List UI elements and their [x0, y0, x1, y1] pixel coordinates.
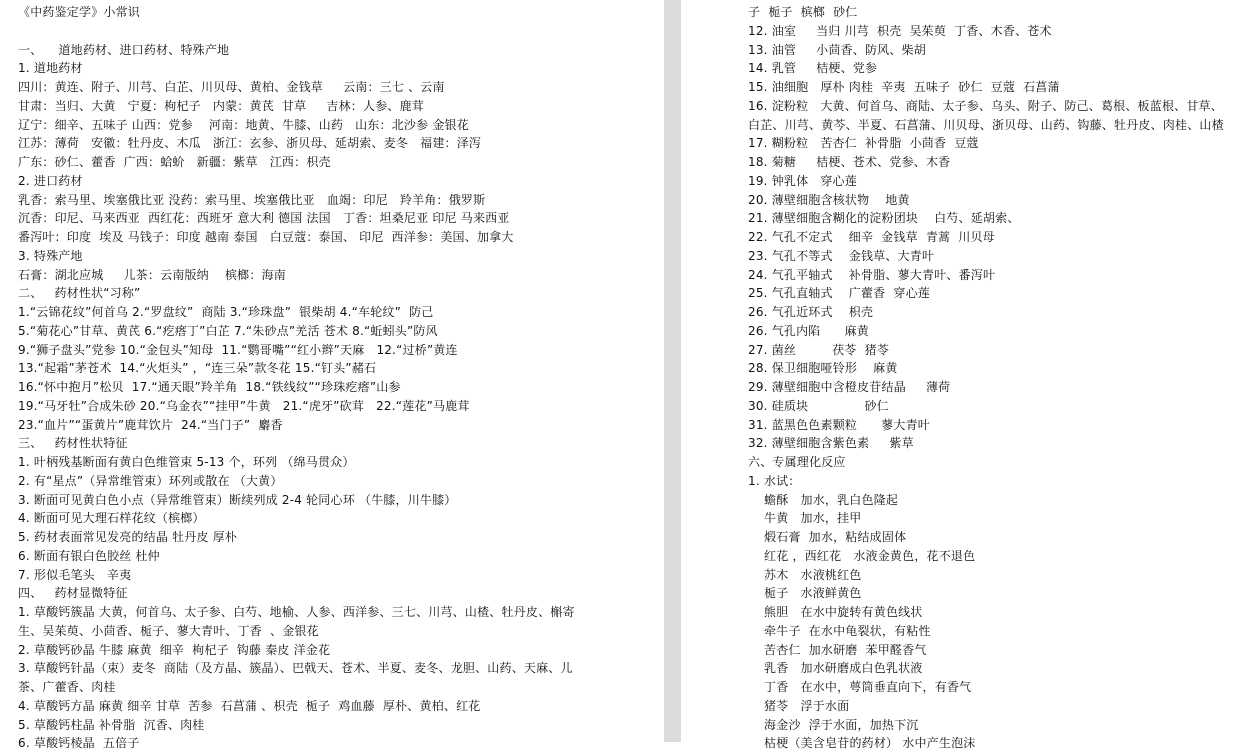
text-line: 3. 特殊产地: [18, 248, 83, 263]
page-text-right: [748, 3, 1238, 753]
text-line: 1. 水试：: [748, 473, 801, 488]
text-line: 煅石膏 加水，粘结成固体: [748, 530, 907, 544]
text-line: 乳香：索马里、埃塞俄比亚 没药：索马里、埃塞俄比亚 血竭：印尼 羚羊角：俄罗斯: [18, 192, 486, 207]
text-line: 一、 道地药材、进口药材、特殊产地: [18, 42, 230, 57]
text-line: 6. 草酸钙棱晶 五倍子: [18, 736, 140, 751]
text-line: 23. 气孔不等式 金钱草、大青叶: [748, 248, 935, 263]
text-line: 三、 药材性状特征: [18, 436, 128, 451]
text-line: 海金沙 浮于水面，加热下沉: [748, 717, 919, 732]
text-line: 1.“云锦花纹”何首乌 2.“罗盘纹” 商陆 3.“珍珠盘” 银柴胡 4.“车轮纹” 防己: [18, 305, 434, 319]
text-line: 1. 叶柄残基断面有黄白色维管束 5-13 个，环列 （绵马贯众）: [18, 455, 355, 469]
text-line: 5. 药材表面常见发亮的结晶 牡丹皮 厚朴: [18, 530, 238, 544]
text-line: 25. 气孔直轴式 广藿香 穿心莲: [748, 286, 930, 301]
page-text-left: [18, 3, 664, 753]
text-line: 蟾酥 加水，乳白色隆起: [748, 492, 899, 507]
text-line: 5.“菊花心”甘草、黄芪 6.“疙瘩丁”白芷 7.“朱砂点”羌活 苍术 8.“蚯蚓头”防风: [18, 323, 438, 338]
text-line: 28. 保卫细胞哑铃形 麻黄: [748, 361, 898, 376]
text-line: 4. 草酸钙方晶 麻黄 细辛 甘草 苦参 石菖蒲 、枳壳 栀子 鸡血藤 厚朴、黄柏、红花: [18, 698, 481, 713]
text-line: 2. 有“星点”（异常维管束）环列或散在 （大黄）: [18, 473, 283, 488]
text-line: 26. 气孔近环式 枳壳: [748, 305, 874, 319]
text-line: 沉香：印尼、马来西亚 西红花：西班牙 意大利 德国 法国 丁香：坦桑尼亚 印尼 马来西亚: [18, 211, 510, 226]
text-line: 甘肃：当归、大黄 宁夏：枸杞子 内蒙：黄芪 甘草 吉林：人参、鹿茸: [18, 98, 424, 113]
text-line: 牵牛子 在水中龟裂状，有粘性: [748, 623, 931, 638]
text-line: 子 栀子 槟榔 砂仁: [748, 5, 858, 19]
text-line: 23.“血片”“蛋黄片”鹿茸饮片 24.“当门子” 麝香: [18, 417, 283, 432]
text-line: 江苏：薄荷 安徽：牡丹皮、木瓜 浙江：玄参、浙贝母、延胡索、麦冬 福建：泽泻: [18, 136, 482, 151]
text-line: 熊胆 在水中旋转有黄色线状: [748, 605, 923, 619]
text-line: 1. 道地药材: [18, 61, 83, 76]
text-line: 四、 药材显微特征: [18, 586, 128, 601]
text-line: 5. 草酸钙柱晶 补骨脂 沉香、肉桂: [18, 717, 205, 732]
text-line: 6. 断面有银白色胶丝 杜仲: [18, 548, 160, 563]
text-line: 2. 草酸钙砂晶 牛膝 麻黄 细辛 枸杞子 钩藤 秦皮 洋金花: [18, 642, 331, 657]
text-line: 六、专属理化反应: [748, 455, 846, 469]
text-line: 石膏：湖北应城 儿茶：云南版纳 槟榔：海南: [18, 267, 286, 282]
text-line: 13.“起霜”茅苍术 14.“火炬头” ，“连三朵”款冬花 15.“钉头”赭石: [18, 361, 377, 376]
text-line: 1. 草酸钙簇晶 大黄，何首乌、太子参、白芍、地榆、人参、西洋参、三七、川芎、山楂、牡丹皮、槲寄: [18, 605, 575, 619]
text-line: 13. 油管 小茴香、防风、柴胡: [748, 42, 926, 57]
text-line: 29. 薄壁细胞中含橙皮苷结晶 薄荷: [748, 380, 951, 394]
text-line: 《中药鉴定学》小常识: [18, 5, 141, 19]
text-line: 乳香 加水研磨成白色乳状液: [748, 661, 923, 676]
text-line: 14. 乳管 桔梗、党参: [748, 61, 878, 76]
text-line: 栀子 水液鲜黄色: [748, 586, 862, 601]
text-line: 20. 薄壁细胞含核状物 地黄: [748, 192, 910, 207]
text-line: 19. 钟乳体 穿心莲: [748, 173, 857, 188]
text-line: 31. 蓝黑色色素颗粒 蓼大青叶: [748, 417, 930, 432]
text-line: 苏木 水液桃红色: [748, 567, 862, 582]
page-gutter: [664, 0, 681, 742]
document-page-right: [681, 0, 1238, 751]
text-line: 12. 油室 当归 川芎 枳壳 吴茱萸 丁香、木香、苍术: [748, 23, 1052, 38]
text-line: 红花 ，西红花 水液金黄色，花不退色: [748, 548, 976, 563]
text-line: 19.“马牙牡”合成朱砂 20.“乌金衣”“挂甲”牛黄 21.“虎牙”砍茸 22.“莲花”马鹿茸: [18, 398, 470, 413]
text-line: 番泻叶：印度 埃及 马钱子：印度 越南 泰国 白豆蔻：泰国、 印尼 西洋参：美国、加拿大: [18, 230, 514, 244]
text-line: 猪苓 浮于水面: [748, 698, 850, 713]
text-line: 7. 形似毛笔头 辛夷: [18, 567, 132, 582]
text-line: 16.“怀中抱月”松贝 17.“通天眼”羚羊角 18.“铁线纹”“珍珠疙瘩”山参: [18, 380, 401, 394]
text-line: 四川：黄连、附子、川芎、白芷、川贝母、黄柏、金钱草 云南：三七 、云南: [18, 80, 445, 94]
text-line: 4. 断面可见大理石样花纹（槟榔）: [18, 511, 205, 526]
text-line: 9.“狮子盘头”党参 10.“金包头”知母 11.“鹦哥嘴”“红小辫”天麻 12.“过桥”黄连: [18, 342, 458, 357]
text-line: 22. 气孔不定式 细辛 金钱草 青蒿 川贝母: [748, 230, 995, 244]
text-line: 生、吴茱萸、小茴香、栀子、蓼大青叶、丁香 、金银花: [18, 623, 319, 638]
text-line: 茶、广藿香、肉桂: [18, 680, 116, 694]
text-line: 枯梗（美含皂苷的药材） 水中产生泡沫: [748, 736, 976, 751]
text-line: 15. 油细胞 厚朴 肉桂 辛夷 五味子 砂仁 豆蔻 石菖蒲: [748, 80, 1060, 94]
text-line: 牛黄 加水，挂甲: [748, 511, 862, 526]
text-line: 18. 菊糖 桔梗、苍术、党参、木香: [748, 155, 951, 169]
text-line: [18, 22, 664, 41]
text-line: 16. 淀粉粒 大黄、何首乌、商陆、太子参、乌头、附子、防己、葛根、板蓝根、甘草、: [748, 98, 1223, 113]
text-line: 30. 硅质块 砂仁: [748, 398, 889, 413]
text-line: 2. 进口药材: [18, 173, 83, 188]
text-line: 21. 薄壁细胞含糊化的淀粉团块 白芍、延胡索、: [748, 211, 1020, 226]
text-line: 苦杏仁 加水研磨 苯甲醛香气: [748, 642, 927, 657]
text-line: 白芷、川芎、黄芩、半夏、石菖蒲、川贝母、浙贝母、山药、钩藤、牡丹皮、肉桂、山楂: [748, 117, 1224, 132]
text-line: 3. 草酸钙针晶（束）麦冬 商陆（及方晶、簇晶）、巴戟天、苍术、半夏、麦冬、龙胆、山药、天麻、儿: [18, 661, 573, 676]
text-line: 27. 菌丝 茯苓 猪苓: [748, 342, 890, 357]
text-line: 26. 气孔内陷 麻黄: [748, 323, 869, 338]
text-line: 广东：砂仁、藿香 广西：蛤蚧 新疆：紫草 江西：枳壳: [18, 155, 331, 169]
text-line: 辽宁：细辛、五味子 山西：党参 河南：地黄、牛膝、山药 山东：北沙参 金银花: [18, 117, 469, 132]
text-line: 24. 气孔平轴式 补骨脂、蓼大青叶、番泻叶: [748, 267, 996, 282]
text-line: 17. 糊粉粒 苦杏仁 补骨脂 小茴香 豆蔻: [748, 136, 979, 151]
text-line: 3. 断面可见黄白色小点（异常维管束）断续列成 2-4 轮同心环 （牛膝，川牛膝）: [18, 492, 457, 507]
text-line: 二、 药材性状“习称”: [18, 286, 141, 301]
text-line: 32. 薄壁细胞含紫色素 紫草: [748, 436, 914, 451]
text-line: 丁香 在水中，萼筒垂直向下，有香气: [748, 680, 972, 694]
